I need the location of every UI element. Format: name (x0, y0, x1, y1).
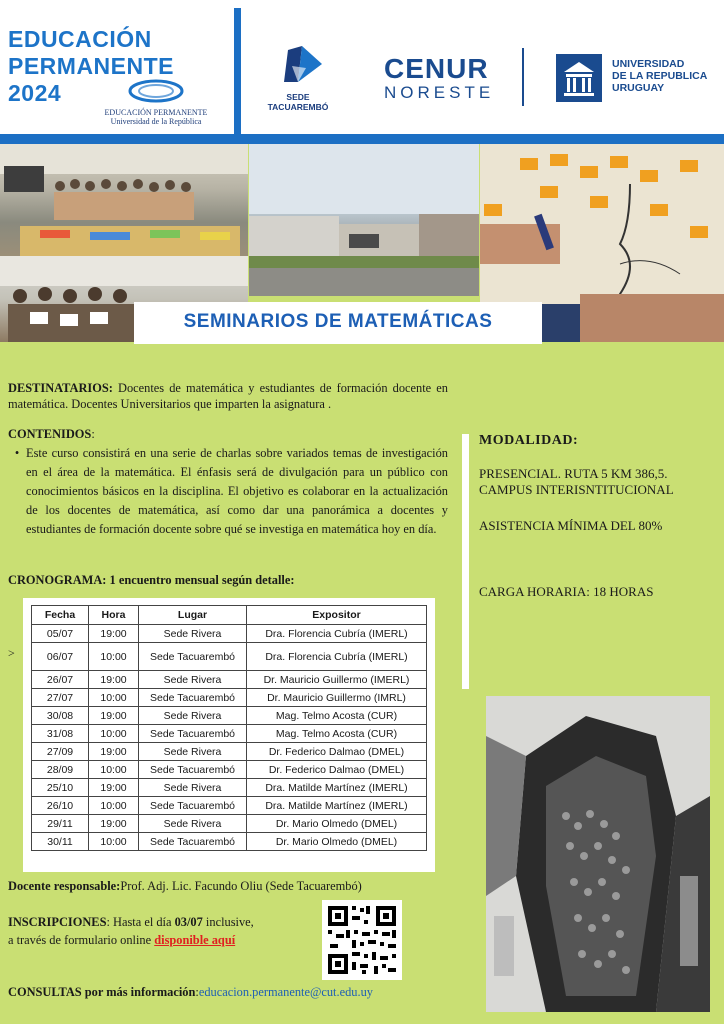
schedule-table (31, 605, 427, 851)
cronograma-detail: 1 encuentro mensual según detalle: (109, 573, 295, 587)
sede-tacuarembo-logo (258, 46, 338, 112)
docente-label: Docente responsable: (8, 879, 121, 893)
page-header (0, 0, 724, 144)
column-header-expositor: Expositor (247, 606, 427, 625)
udelar-line-1: UNIVERSIDAD (612, 58, 685, 70)
table-row: 25/10 19:00 Sede Rivera Dra. Matilde Martínez (IMERL) (32, 779, 427, 797)
inscripciones-text: : Hasta el día (106, 915, 175, 929)
header-bottom-stripe (0, 134, 724, 144)
campus-building-photo (249, 144, 479, 296)
ep-logo-subtitle: Universidad de la República (110, 117, 202, 126)
row-marker: > (8, 646, 15, 660)
table-row: 27/09 19:00 Sede Rivera Dr. Federico Dalmao (DMEL) (32, 743, 427, 761)
consultas-separator: : (195, 985, 199, 999)
table-row: 29/11 19:00 Sede Rivera Dr. Mario Olmedo (DMEL) (32, 815, 427, 833)
seminar-title: SEMINARIOS DE MATEMÁTICAS (183, 311, 493, 332)
docente-responsable (8, 879, 362, 894)
contact-email-link[interactable]: educacion.permanente@cut.edu.uy (198, 985, 373, 999)
table-row: 30/08 19:00 Sede Rivera Mag. Telmo Acosta (CUR) (32, 707, 427, 725)
escher-style-artwork (486, 696, 710, 1012)
bullet-dot-icon: • (14, 446, 20, 460)
column-header-lugar: Lugar (139, 606, 247, 625)
ep-logo-name: EDUCACIÓN PERMANENTE (104, 108, 208, 117)
qr-code-icon (322, 900, 402, 980)
cenur-noreste-logo (384, 55, 494, 103)
docente-name: Prof. Adj. Lic. Facundo Oliu (Sede Tacuarembó) (120, 879, 362, 893)
table-row: 05/07 19:00 Sede Rivera Dra. Florencia Cubría (IMERL) (32, 625, 427, 643)
consultas-label: CONSULTAS por más información (8, 985, 196, 999)
table-row: 27/07 10:00 Sede Tacuarembó Dr. Mauricio Guillermo (IMRL) (32, 689, 427, 707)
inscripciones-text-end: inclusive, (202, 915, 254, 929)
logo-separator (522, 48, 524, 106)
ep-swoosh-icon (100, 76, 210, 108)
noreste-word: NORESTE (384, 83, 495, 102)
table-header-row (32, 606, 427, 625)
carga-horaria: CARGA HORARIA: 18 HORAS (479, 584, 654, 599)
program-title-line-1: EDUCACIÓN (8, 26, 152, 52)
cronograma-label: CRONOGRAMA: (8, 573, 107, 587)
inscripciones-form-text: a través de formulario online (8, 933, 155, 947)
asistencia-minima: ASISTENCIA MÍNIMA DEL 80% (479, 518, 663, 533)
table-row: 28/09 10:00 Sede Tacuarembó Dr. Federico Dalmao (DMEL) (32, 761, 427, 779)
udelar-line-3: URUGUAY (612, 82, 665, 94)
table-row: 26/07 19:00 Sede Rivera Dr. Mauricio Guillermo (IMERL) (32, 671, 427, 689)
educacion-permanente-logo (100, 76, 210, 128)
modalidad-location (479, 466, 717, 498)
destinatarios-section (8, 380, 448, 412)
udelar-building-icon (556, 54, 602, 102)
header-divider-bar (234, 8, 241, 138)
table-row: 31/08 10:00 Sede Tacuarembó Mag. Telmo Acosta (CUR) (32, 725, 427, 743)
contenidos-label: CONTENIDOS (8, 427, 92, 441)
column-header-hora: Hora (89, 606, 139, 625)
inscripciones-label: INSCRIPCIONES (8, 915, 107, 929)
table-row: 06/07 10:00 Sede Tacuarembó Dra. Florencia Cubría (IMERL) (32, 643, 427, 671)
seminar-title-banner (134, 302, 542, 344)
modalidad-title: MODALIDAD: (479, 433, 579, 448)
tacuarembo-emblem-icon (258, 46, 338, 88)
udelar-line-2: DE LA REPUBLICA (612, 70, 708, 82)
contenidos-section: CONTENIDOS: • Este curso consistirá en una serie de charlas sobre variados temas de investigación en el área de la matemática. El énfasis será de divulgación para un público con conocimientos básicos en la disciplina. El objetivo es colaborar en la actualización de los docentes de matemática, así como dar una panorámica a docentes y estudiantes de formación docente sobre qué se investiga en matemática hoy en día. (8, 426, 448, 539)
inscripciones-section (8, 913, 254, 949)
cenur-word: CENUR (384, 53, 489, 84)
group-photo-workshop (0, 144, 248, 256)
registration-qr-code[interactable] (322, 900, 402, 980)
inscripciones-date: 03/07 (174, 915, 203, 929)
program-title-line-2: PERMANENTE (8, 53, 175, 79)
udelar-logo (556, 54, 716, 104)
modalidad-line-1: PRESENCIAL. RUTA 5 KM 386,5. (479, 466, 668, 481)
schedule-table-card (23, 598, 435, 872)
modalidad-line-2: CAMPUS INTERISNTITUCIONAL (479, 482, 674, 497)
program-title-line-3: 2024 (8, 80, 62, 106)
destinatarios-label: DESTINATARIOS: (8, 381, 113, 395)
cronograma-heading (8, 573, 295, 588)
table-row: 26/10 10:00 Sede Tacuarembó Dra. Matilde Martínez (IMERL) (32, 797, 427, 815)
contenidos-text: Este curso consistirá en una serie de charlas sobre variados temas de investigación en el área de la matemática. El énfasis será de divulgación para un público con conocimientos básicos en la disciplina. El objetivo es colaborar en la actualización de los docentes de matemática, así como dar una panorámica a docentes y estudiantes de formación docente sobre qué se investiga en matemática hoy en día. (26, 446, 448, 536)
sede-tacuarembo-label: SEDE TACUAREMBÓ (267, 92, 329, 112)
modalidad-divider-bar (462, 434, 469, 689)
course-description (8, 380, 448, 539)
consultas-section (8, 985, 373, 1000)
destinatarios-text: Docentes de matemática y estudiantes de formación docente en matemática. Docentes Universitarios que imparten la asignatura . (8, 381, 448, 411)
registration-link[interactable]: disponible aquí (154, 933, 236, 947)
column-header-fecha: Fecha (32, 606, 89, 625)
table-row: 30/11 10:00 Sede Tacuarembó Dr. Mario Olmedo (DMEL) (32, 833, 427, 851)
